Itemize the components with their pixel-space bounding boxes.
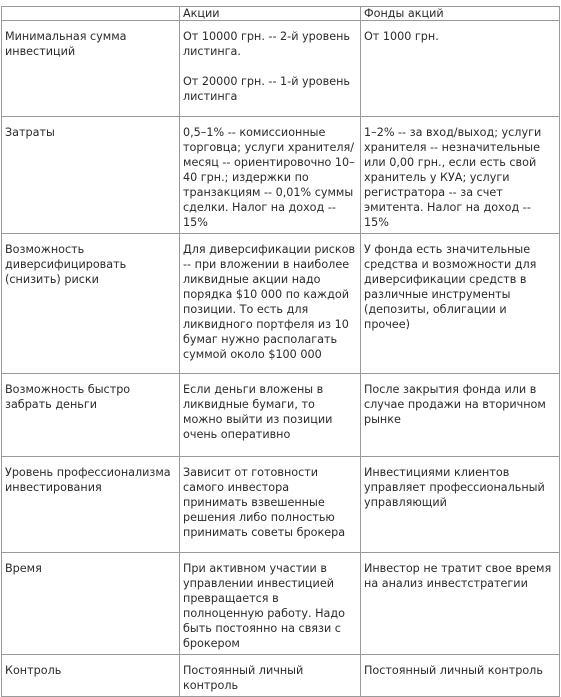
table-row	[2, 374, 560, 457]
cell-funds-min-investment: От 1000 грн.	[361, 21, 560, 117]
cell-funds-professionalism: Инвестициями клиентов управляет профессиональный управляющий	[361, 457, 560, 553]
table-row	[2, 21, 560, 117]
row-label-liquidity: Возможность быстро забрать деньги	[2, 374, 180, 457]
table-header-row	[2, 7, 560, 21]
row-label-min-investment: Минимальная сумма инвестиций	[2, 21, 180, 117]
row-label-control: Контроль	[2, 655, 180, 697]
cell-paragraph: От 10000 грн. -- 2-й уровень листинга.	[183, 30, 350, 58]
cell-stocks-professionalism: Зависит от готовности самого инвестора принимать взвешенные решения либо полностью принимать советы брокера	[180, 457, 361, 553]
table-row	[2, 553, 560, 655]
table-row	[2, 655, 560, 697]
cell-paragraph: От 20000 грн. -- 1-й уровень листинга	[183, 75, 350, 103]
header-cell-criterion	[2, 7, 180, 21]
cell-funds-time: Инвестор не тратит свое время на анализ инвестстратегии	[361, 553, 560, 655]
cell-funds-diversification: У фонда есть значительные средства и возможности для диверсификации средств в различные инструменты (депозиты, облигации и прочее)	[361, 234, 560, 374]
cell-stocks-liquidity: Если деньги вложены в ликвидные бумаги, то можно выйти из позиции очень оперативно	[180, 374, 361, 457]
header-cell-funds: Фонды акций	[361, 7, 560, 21]
table-row	[2, 117, 560, 234]
row-label-diversification: Возможность диверсифицировать (снизить) риски	[2, 234, 180, 374]
table-row	[2, 457, 560, 553]
cell-stocks-diversification: Для диверсификации рисков -- при вложении в наиболее ликвидные акции надо порядка $10 000 по каждой позиции. То есть для ликвидного портфеля из 10 бумаг нужно располагать суммой около $100 000	[180, 234, 361, 374]
cell-stocks-min-investment	[180, 21, 361, 117]
table-row	[2, 234, 560, 374]
row-label-professionalism: Уровень профессионализма инвестирования	[2, 457, 180, 553]
header-cell-stocks: Акции	[180, 7, 361, 21]
cell-stocks-control: Постоянный личный контроль	[180, 655, 361, 697]
cell-stocks-time: При активном участии в управлении инвестицией превращается в полноценную работу. Надо быть постоянно на связи с брокером	[180, 553, 361, 655]
row-label-time: Время	[2, 553, 180, 655]
comparison-table	[1, 6, 560, 697]
cell-funds-liquidity: После закрытия фонда или в случае продажи на вторичном рынке	[361, 374, 560, 457]
cell-stocks-costs: 0,5–1% -- комиссионные торговца; услуги хранителя/месяц -- ориентировочно 10–40 грн.; издержки по транзакциям -- 0,01% суммы сделки. Налог на доход -- 15%	[180, 117, 361, 234]
cell-funds-costs: 1–2% -- за вход/выход; услуги хранителя -- незначительные или 0,00 грн., если есть свой хранитель у КУА; услуги регистратора -- за счет эмитента. Налог на доход -- 15%	[361, 117, 560, 234]
row-label-costs: Затраты	[2, 117, 180, 234]
cell-funds-control: Постоянный личный контроль	[361, 655, 560, 697]
